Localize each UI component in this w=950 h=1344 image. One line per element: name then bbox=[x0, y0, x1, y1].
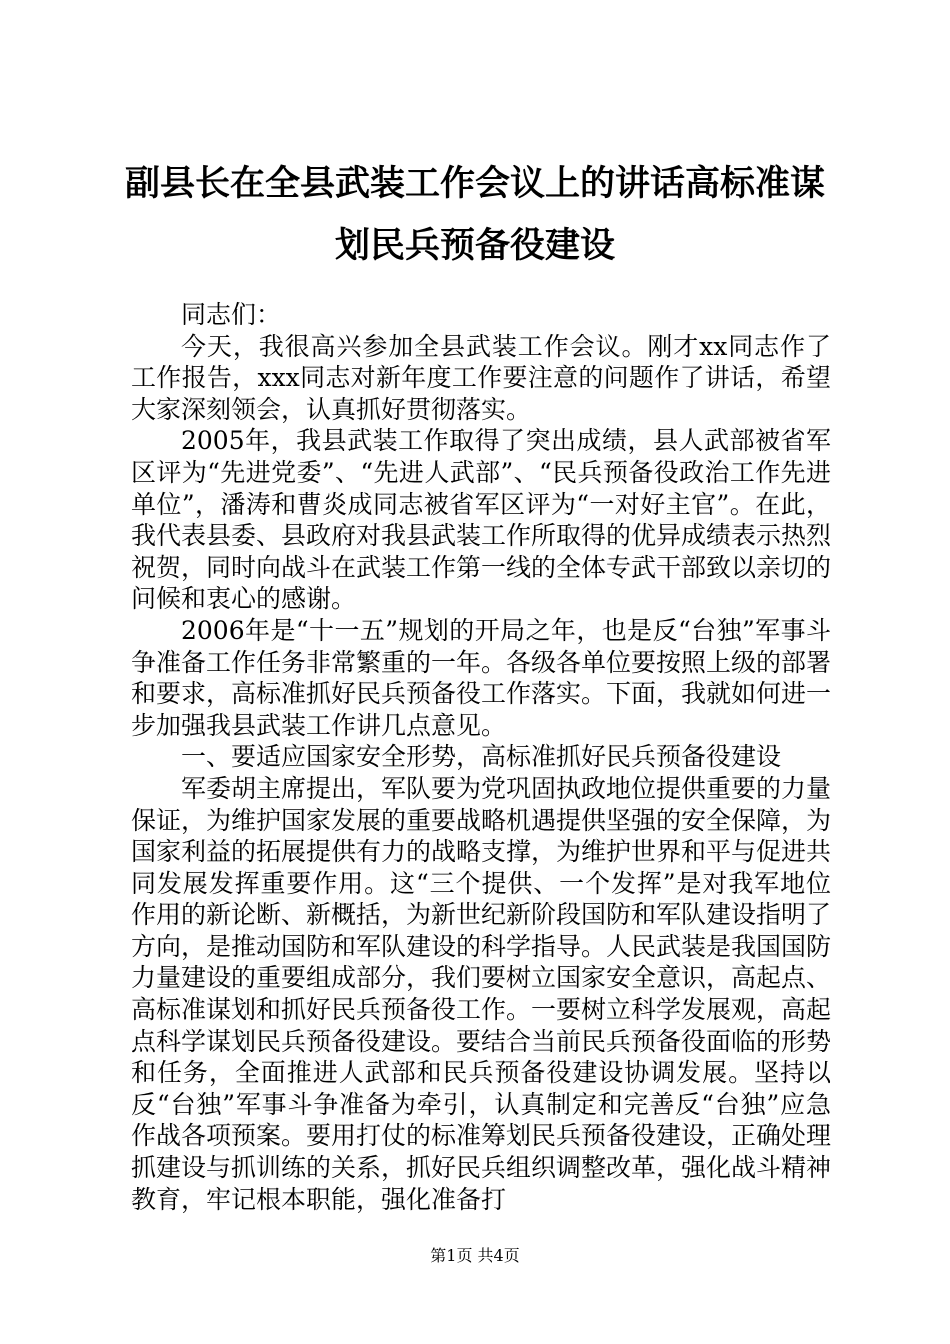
page-number-footer: 第1页 共4页 bbox=[430, 1246, 520, 1265]
document-title-line-1: 副县长在全县武装工作会议上的讲话高标准谋 bbox=[124, 163, 825, 204]
salutation: 同志们： bbox=[181, 300, 282, 329]
document-body bbox=[131, 299, 831, 1215]
paragraph: 2005年，我县武装工作取得了突出成绩，县人武部被省军区评为“先进党委”、“先进人武部”、“民兵预备役政治工作先进单位”，潘涛和曹炎成同志被省军区评为“一对好主官”。在此，我代表县委、县政府对我县武装工作所取得的优异成绩表示热烈祝贺，同时向战斗在武装工作第一线的全体专武干部致以亲切的问候和衷心的感谢。 bbox=[131, 426, 832, 614]
paragraph: 今天，我很高兴参加全县武装工作会议。刚才xx同志作了工作报告，xxx同志对新年度工作要注意的问题作了讲话，希望大家深刻领会，认真抓好贯彻落实。 bbox=[131, 331, 831, 424]
document-title-line-2: 划民兵预备役建设 bbox=[334, 225, 615, 266]
section-heading: 一、要适应国家安全形势，高标准抓好民兵预备役建设 bbox=[181, 742, 782, 772]
paragraph: 2006年是“十一五”规划的开局之年，也是反“台独”军事斗争准备工作任务非常繁重的一年。各级各单位要按照上级的部署和要求，高标准抓好民兵预备役工作落实。下面，我就如何进一步加强我县武装工作讲几点意见。 bbox=[131, 615, 832, 740]
paragraph: 军委胡主席提出，军队要为党巩固执政地位提供重要的力量保证，为维护国家发展的重要战略机遇提供坚强的安全保障，为国家利益的拓展提供有力的战略支撑，为维护世界和平与促进共同发展发挥重要作用。这“三个提供、一个发挥”是对我军地位作用的新论断、新概括，为新世纪新阶段国防和军队建设指明了方向，是推动国防和军队建设的科学指导。人民武装是我国国防力量建设的重要组成部分，我们要树立国家安全意识，高起点、高标准谋划和抓好民兵预备役工作。一要树立科学发展观，高起点科学谋划民兵预备役建设。要结合当前民兵预备役面临的形势和任务，全面推进人武部和民兵预备役建设协调发展。坚持以反“台独”军事斗争准备为牵引，认真制定和完善反“台独”应急作战各项预案。要用打仗的标准筹划民兵预备役建设，正确处理抓建设与抓训练的关系，抓好民兵组织调整改革，强化战斗精神教育，牢记根本职能，强化准备打 bbox=[131, 773, 832, 1214]
